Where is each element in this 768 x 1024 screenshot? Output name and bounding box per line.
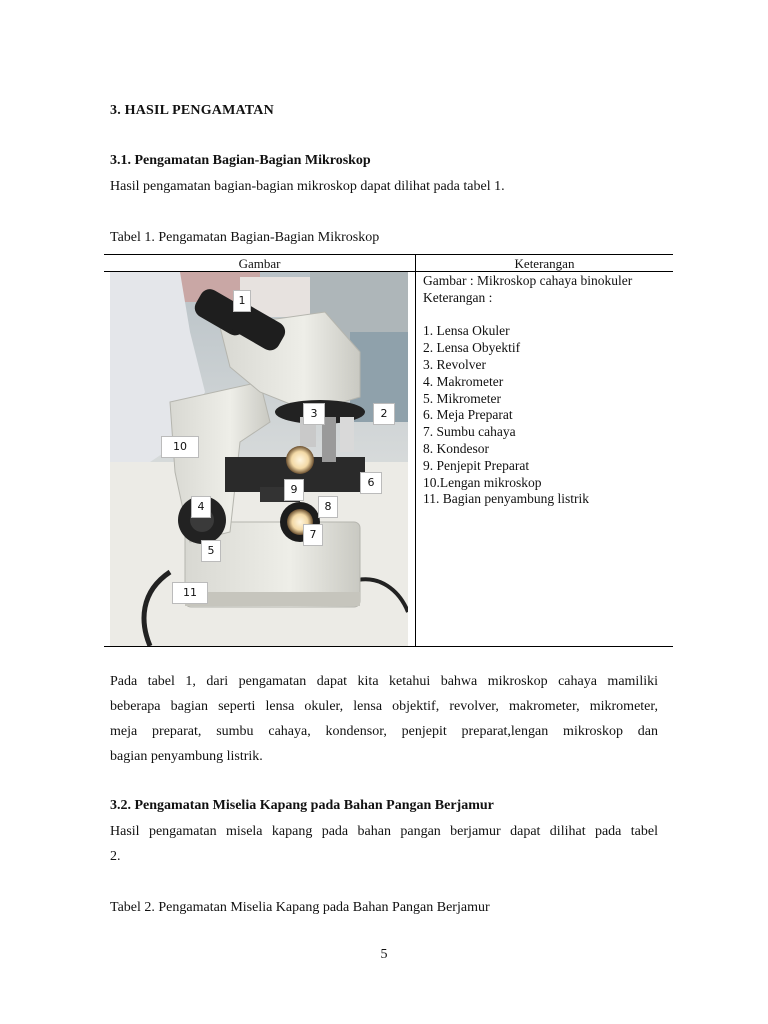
paragraph-line: beberapa bagian seperti lensa okuler, lensa objektif, revolver, makrometer, mikrometer, (110, 699, 658, 714)
photo-label-3: 3 (303, 403, 325, 425)
photo-label-10: 10 (161, 436, 199, 458)
paragraph-line: 2. (110, 849, 121, 864)
paragraph-line: Hasil pengamatan misela kapang pada bahan pangan berjamur dapat dilihat pada tabel (110, 824, 658, 839)
paragraph-table-1-discussion (110, 669, 658, 769)
keterangan-line: Gambar : Mikroskop cahaya binokuler (423, 273, 633, 288)
subsection-intro-1: Hasil pengamatan bagian-bagian mikroskop dapat dilihat pada tabel 1. (110, 179, 505, 194)
photo-label-11: 11 (172, 582, 208, 604)
page-number: 5 (380, 947, 388, 962)
paragraph-line: meja preparat, sumbu cahaya, kondensor, penjepit preparat,lengan mikroskop dan (110, 724, 658, 739)
keterangan-line: 7. Sumbu cahaya (423, 424, 516, 440)
paragraph-line: bagian penyambung listrik. (110, 749, 263, 764)
photo-label-1: 1 (233, 290, 251, 312)
table-header-gambar: Gambar (238, 256, 281, 271)
table-bottom-rule (104, 646, 673, 647)
section-title: 3. HASIL PENGAMATAN (110, 103, 274, 118)
keterangan-line: 4. Makrometer (423, 373, 504, 389)
photo-label-9: 9 (284, 479, 304, 501)
table-caption-1: Tabel 1. Pengamatan Bagian-Bagian Mikroskop (110, 230, 380, 245)
table-header-keterangan: Keterangan (514, 256, 575, 271)
keterangan-line: 3. Revolver (423, 356, 486, 372)
keterangan-line: 1. Lensa Okuler (423, 323, 510, 339)
keterangan-line: 10.Lengan mikroskop (423, 474, 542, 490)
keterangan-line: 11. Bagian penyambung listrik (423, 491, 589, 507)
keterangan-line (423, 307, 632, 324)
table-keterangan-cell (423, 273, 632, 508)
paragraph-line: Pada tabel 1, dari pengamatan dapat kita ketahui bahwa mikroskop cahaya mamiliki (110, 674, 658, 689)
keterangan-line: 6. Meja Preparat (423, 407, 513, 423)
photo-label-6: 6 (360, 472, 382, 494)
keterangan-line: Keterangan : (423, 289, 493, 305)
photo-label-7: 7 (303, 524, 323, 546)
table-caption-2: Tabel 2. Pengamatan Miselia Kapang pada Bahan Pangan Berjamur (110, 900, 490, 915)
photo-label-8: 8 (318, 496, 338, 518)
keterangan-line: 2. Lensa Obyektif (423, 340, 521, 356)
photo-label-4: 4 (191, 496, 211, 518)
keterangan-line: 9. Penjepit Preparat (423, 457, 530, 473)
table-column-divider (415, 254, 416, 647)
keterangan-line: 5. Mikrometer (423, 390, 501, 406)
photo-label-2: 2 (373, 403, 395, 425)
microscope-photo (110, 272, 408, 646)
photo-label-5: 5 (201, 540, 221, 562)
subsection-title-2: 3.2. Pengamatan Miselia Kapang pada Bahan Pangan Berjamur (110, 798, 494, 813)
subsection-title-1: 3.1. Pengamatan Bagian-Bagian Mikroskop (110, 153, 371, 168)
subsection-intro-2 (110, 819, 658, 869)
microscope-illustration (110, 272, 408, 646)
keterangan-line: 8. Kondesor (423, 440, 489, 456)
table-top-rule (104, 254, 673, 255)
